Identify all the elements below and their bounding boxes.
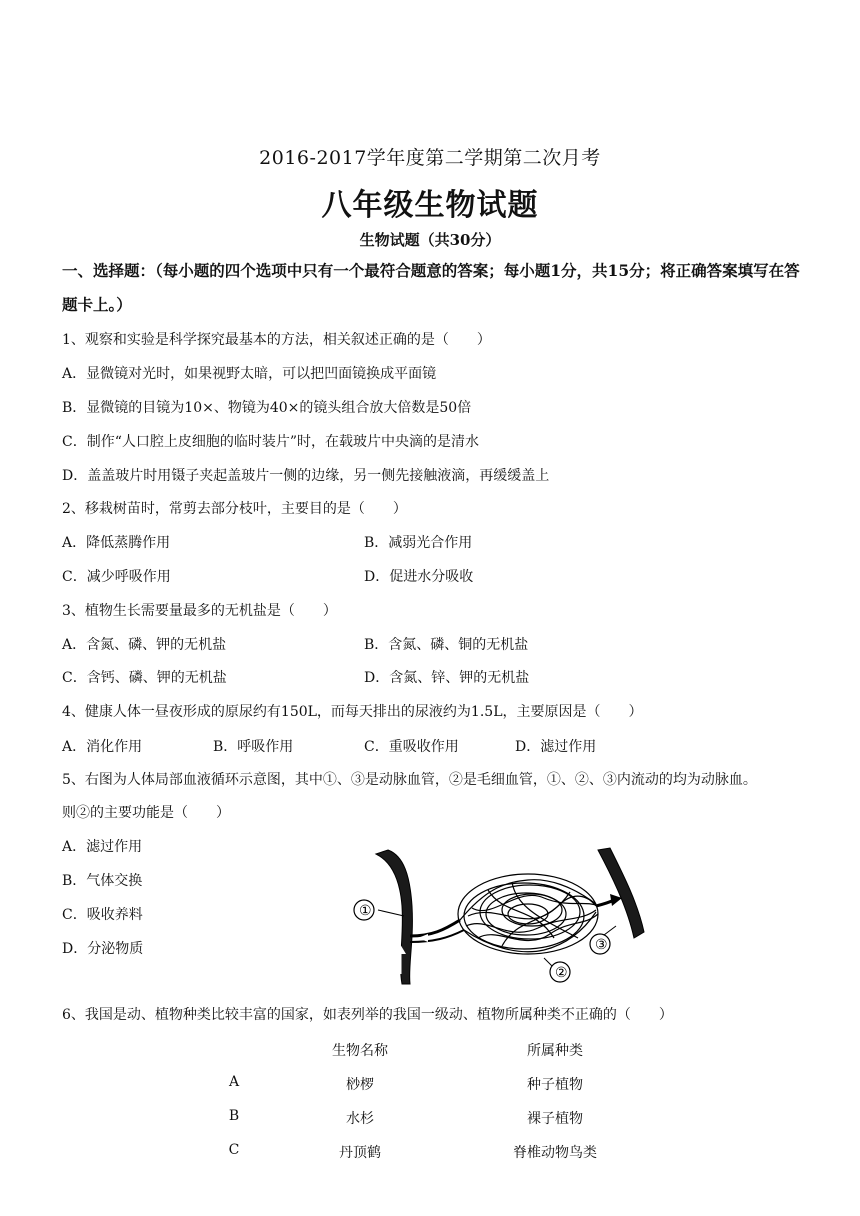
question-6-stem: 6、我国是动、植物种类比较丰富的国家，如表列举的我国一级动、植物所属种类不正确的（ ）: [62, 1007, 673, 1023]
question-1-option-d: D．盖盖玻片时用镊子夹起盖玻片一侧的边缘，另一侧先接触液滴，再缓缓盖上: [62, 468, 550, 484]
artery-1-vessel: [376, 850, 412, 984]
question-5-option-a: A．滤过作用: [62, 839, 143, 855]
question-3-option-a: A．含氮、磷、钾的无机盐: [62, 637, 227, 653]
question-4-option-b: B．呼吸作用: [213, 739, 294, 755]
table-header-name: 生物名称: [332, 1043, 388, 1059]
figure-label-1: [354, 900, 374, 920]
question-5-option-d: D．分泌物质: [62, 941, 144, 957]
svg-text:①: ①: [359, 903, 372, 919]
artery-3-vessel: [598, 848, 644, 938]
question-3-option-c: C．含钙、磷、钾的无机盐: [62, 670, 227, 686]
table-row-c-key: C: [228, 1142, 240, 1158]
exam-subtitle: 生物试题（共30分）: [359, 231, 501, 249]
question-2-option-c: C．减少呼吸作用: [62, 569, 171, 585]
blood-circulation-diagram: [348, 846, 652, 986]
table-row-b-name: 水杉: [346, 1111, 374, 1127]
question-1-option-c: C．制作“人口腔上皮细胞的临时装片”时，在载玻片中央滴的是清水: [62, 434, 480, 450]
table-row-c-kind: 脊椎动物鸟类: [513, 1145, 597, 1161]
table-row-c-name: 丹顶鹤: [339, 1145, 381, 1161]
svg-text:③: ③: [595, 937, 608, 953]
question-3-option-d: D．含氮、锌、钾的无机盐: [364, 670, 530, 686]
exam-term: 2016-2017学年度第二学期第二次月考: [259, 147, 601, 169]
question-3-option-b: B．含氮、磷、铜的无机盐: [364, 637, 529, 653]
section-heading: 一、选择题：（每小题的四个选项中只有一个最符合题意的答案；每小题1分，共15分；将正确答案填写在答题卡上。）: [62, 261, 800, 314]
table-header-kind: 所属种类: [527, 1043, 583, 1059]
question-4-option-c: C．重吸收作用: [364, 739, 459, 755]
question-5-option-c: C．吸收养料: [62, 907, 143, 923]
question-2-option-b: B．减弱光合作用: [364, 535, 473, 551]
table-row-a-name: 桫椤: [346, 1077, 374, 1093]
svg-text:②: ②: [555, 965, 568, 981]
question-1-option-a: A．显微镜对光时，如果视野太暗，可以把凹面镜换成平面镜: [62, 366, 437, 382]
question-2-option-d: D．促进水分吸收: [364, 569, 474, 585]
question-2-option-a: A．降低蒸腾作用: [62, 535, 171, 551]
table-row-b-kind: 裸子植物: [527, 1111, 583, 1127]
question-1-stem: 1、观察和实验是科学探究最基本的方法，相关叙述正确的是（ ）: [62, 332, 491, 348]
figure-label-3: [590, 934, 610, 954]
figure-label-2: [550, 962, 570, 982]
question-5-stem-line1: 5、右图为人体局部血液循环示意图，其中①、③是动脉血管，②是毛细血管，①、②、③内流动的均为动脉血。: [62, 772, 757, 788]
question-4-option-a: A．消化作用: [62, 739, 143, 755]
capillary-network: [458, 874, 598, 954]
question-4-stem: 4、健康人体一昼夜形成的原尿约有150L，而每天排出的尿液约为1.5L，主要原因是（ ）: [62, 704, 643, 720]
question-4-option-d: D．滤过作用: [515, 739, 597, 755]
question-5-stem-line2: 则②的主要功能是（ ）: [62, 805, 230, 821]
question-3-stem: 3、植物生长需要量最多的无机盐是（ ）: [62, 603, 337, 619]
table-row-b-key: B: [228, 1108, 240, 1124]
table-row-a-key: A: [228, 1074, 240, 1090]
question-5-option-b: B．气体交换: [62, 873, 143, 889]
exam-title: 八年级生物试题: [321, 188, 539, 223]
question-1-option-b: B．显微镜的目镜为10×、物镜为40×的镜头组合放大倍数是50倍: [62, 400, 472, 416]
table-row-a-kind: 种子植物: [527, 1077, 583, 1093]
question-2-stem: 2、移栽树苗时，常剪去部分枝叶，主要目的是（ ）: [62, 501, 407, 517]
